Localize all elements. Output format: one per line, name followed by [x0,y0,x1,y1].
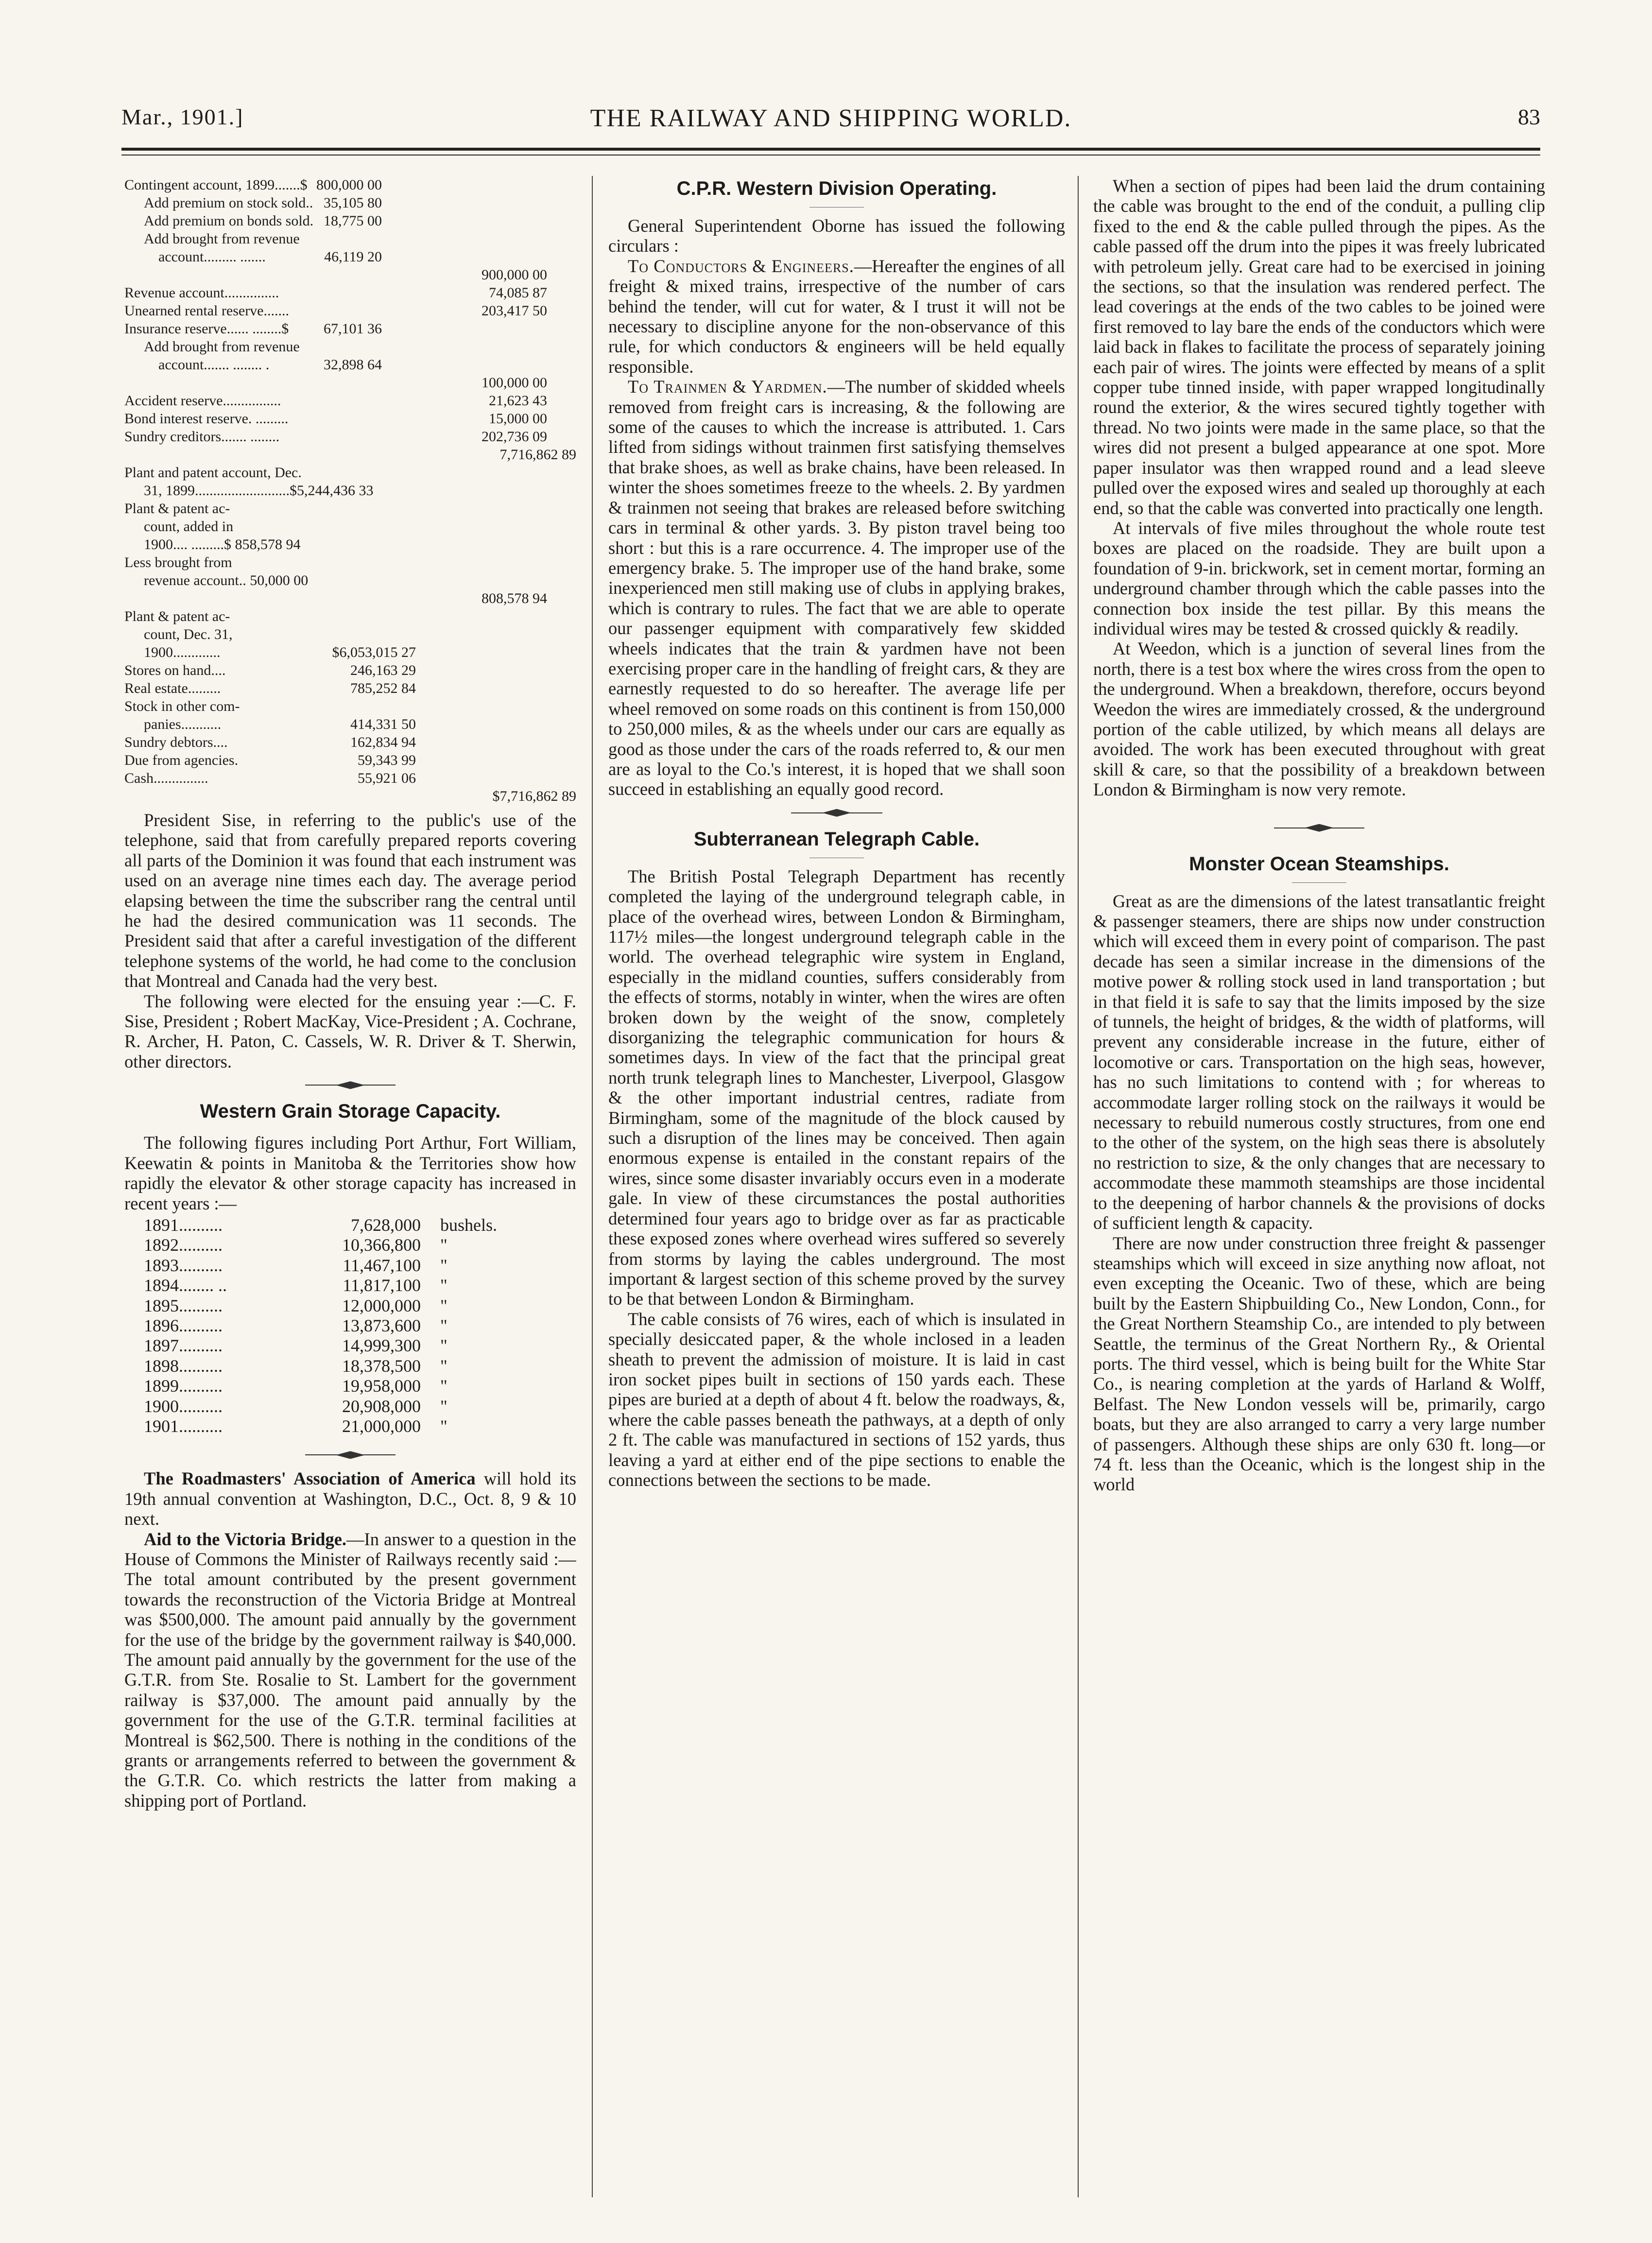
column-divider [592,176,593,2197]
grain-value: 19,958,000 [342,1376,421,1396]
grain-unit: " [440,1255,447,1275]
account-label: Contingent account, 1899.......$ [124,177,308,193]
grain-row [144,1256,576,1276]
grain-value: 21,000,000 [342,1416,421,1436]
account-row [124,661,576,679]
paragraph-weedon: At Weedon, which is a junction of several lines from the north, there is a test box where the wires cross from the open to the underground. When a breakdown, therefore, occurs beyond Weedon the wires are immediately crossed, & the underground portion of the cable utilized, by which means all delays are avoided. The work has been executed throughout with great skill & care, so that the possibility of a breakdown between London & Birmingham is now very remote. [1093,638,1545,800]
account-amount: 46,119 20 [324,249,382,265]
account-row [124,446,576,464]
grain-value: 18,378,500 [342,1356,421,1376]
account-row [124,374,576,392]
grain-unit: bushels. [440,1215,497,1235]
account-row [124,751,576,769]
grain-value: 14,999,300 [342,1336,421,1356]
account-row [124,230,576,248]
page-number: 83 [1518,104,1540,129]
section-divider [1093,814,1545,842]
account-amount: 785,252 84 [350,680,416,696]
grain-row [144,1276,576,1295]
account-label: Sundry debtors.... [124,734,228,750]
account-label: Stores on hand.... [124,662,226,678]
account-label: 1900............. [144,644,221,660]
account-row [124,643,576,661]
account-row [124,553,576,571]
account-amount: 59,343 99 [358,752,416,768]
journal-title: THE RAILWAY AND SHIPPING WORLD. [590,104,1072,132]
accounts-statement [124,176,576,805]
heading-dash [608,201,1065,216]
lead-conductors: To Conductors & Engineers. [628,256,854,276]
account-row [124,410,576,428]
account-row [124,428,576,446]
account-label: Add premium on bonds sold. [144,213,314,229]
account-label: Insurance reserve...... ........$ [124,321,289,337]
account-amount: 18,775 00 [324,213,382,229]
account-amount: 246,163 29 [350,662,416,678]
grain-row [144,1376,576,1396]
account-row [124,589,576,607]
account-row [124,320,576,338]
account-row [124,571,576,589]
grain-value: 20,908,000 [342,1396,421,1416]
grain-unit: " [440,1396,447,1416]
account-row [124,535,576,553]
account-label: Plant & patent ac- [124,500,230,517]
column-2 [608,176,1065,2236]
account-amount: 162,834 94 [350,734,416,750]
heading-western-grain: Western Grain Storage Capacity. [200,1101,501,1122]
header-rule-thick [121,148,1540,151]
account-label: Due from agencies. [124,752,239,768]
account-amount: 32,898 64 [324,357,382,373]
account-row [124,302,576,320]
paragraph-monster-2: There are now under construction three freight & passenger steamships which will exceed in size anything now afloat, not even excepting the Oceanic. Two of these, which are being built by the Eastern Shipbuilding Co., New London, Conn., for the Great Northern Steamship Co., are intended to ply between Seattle, the terminus of the Great Northern Ry., & Oriental ports. The third vessel, which is being built for the White Star Co., is nearing completion at the yards of Harland & Wolff, Belfast. The New London vessels will be, primarily, cargo boats, but they are also arranged to carry a very large number of passengers. Although these ships are only 630 ft. long—or 74 ft. less than the Oceanic, which is the longest ship in the world [1093,1233,1545,1495]
heading-subterranean-cable: Subterranean Telegraph Cable. [693,828,980,850]
account-amount: 67,101 36 [324,321,382,337]
account-label: 1900.... .........$ 858,578 94 [144,536,301,552]
account-amount: 15,000 00 [489,411,547,427]
account-amount: 202,736 09 [482,429,547,445]
column-1 [124,176,576,2236]
paragraph-victoria-bridge: —In answer to a question in the House of Commons the Minister of Railways recently said :—The total amount contributed by the present government towards the reconstruction of the Victoria Bridge at Montreal was $500,000. The amount paid annually by the government for the use of the bridge by the government railway is $40,000. The amount paid annually by the government for the use of the G.T.R. from Ste. Rosalie to St. Lambert for the government railway is $37,000. The amount paid annually by the government for the use of the G.T.R. terminal facilities at Montreal is $62,500. There is nothing in the conditions of the grants or arrangements referred to between the government & the G.T.R. Co. which restricts the latter from making a shipping port of Portland. [124,1529,576,1811]
account-row [124,194,576,212]
account-row [124,625,576,643]
paragraph-elected-directors: The following were elected for the ensuing year :—C. F. Sise, President ; Robert MacKay, Vice-President ; A. Cochrane, R. Archer, H. Paton, C. Cassels, W. R. Driver & T. Sherwin, other directors. [124,991,576,1071]
account-row [124,482,576,500]
paragraph-roadmasters: will hold its 19th annual convention at Washington, D.C., Oct. 8, 9 & 10 next. [124,1468,576,1529]
grain-value: 7,628,000 [351,1215,421,1235]
account-label: Stock in other com- [124,698,240,714]
account-row [124,733,576,751]
account-row [124,715,576,733]
account-label: 31, 1899..........................$5,244,436 33 [144,483,374,499]
account-label: account....... ........ . [158,357,270,373]
account-label: Unearned rental reserve....... [124,303,289,319]
account-amount: $6,053,015 27 [332,644,416,660]
grain-unit: " [440,1356,447,1376]
grain-row [144,1356,576,1376]
heading-dash [608,852,1065,866]
grain-value: 13,873,600 [342,1315,421,1335]
paragraph-trainmen: —The number of skidded wheels removed from freight cars is increasing, & the following are some of the causes to which the increase is attributed. 1. Cars lifted from sidings without trainmen first satisfying themselves that brake shoes, as well as brake chains, have been released. In winter the shoes sometimes freeze to the wheels. 2. By yardmen & trainmen not seeing that brakes are released before switching cars in terminal & other yards. 3. By piston travel being too short : but this is a rare occurrence. 4. The improper use of the emergency brake. 5. The improper use of the hand brake, some inexperienced men still making use of clubs in applying brakes, which is contrary to rules. The fact that we are able to operate our passenger equipment with comparatively few skidded wheels indicates that the train & yardmen have not been exercising proper care in the handling of freight cars, & they are earnestly requested to do so hereafter. The average life per wheel removed on some roads on this continent is from 150,000 to 250,000 miles, & as the wheels under our cars are equally as good as those under the cars of the roads referred to, & our men are as loyal to the Co.'s interest, it is hoped that we shall soon succeed in establishing an equally good record. [608,377,1065,799]
paragraph-grain-intro: The following figures including Port Arthur, Fort William, Keewatin & points in Manitoba & the Territories show how rapidly the elevator & other storage capacity has increased in recent years :— [124,1133,576,1213]
lead-trainmen: To Trainmen & Yardmen. [628,377,827,397]
paragraph-monster-1: Great as are the dimensions of the latest transatlantic freight & passenger steamers, there are ships now under construction which will exceed them in every point of comparison. The past decade has seen a similar increase in the dimensions of the motive power & rolling stock used in land transportation ; but in that field it is safe to say that the limits imposed by the size of tunnels, the height of bridges, & the width of platforms, will prevent any considerable increase in the future, either of locomotive or cars. Transportation on the high seas, however, has no such limitations to contend with ; for whereas to accommodate larger rolling stock on the railways it would be necessary to rebuild numerous costly structures, from one end to the other of the system, on the high seas there is absolutely no restriction to size, & the only changes that are necessary to accommodate these mammoth steamships are those incidental to the deepening of harbor channels & the provisions of docks of sufficient length & capacity. [1093,891,1545,1233]
grain-value: 10,366,800 [342,1235,421,1255]
account-row [124,356,576,374]
grain-year: 1899.......... [144,1376,223,1396]
account-row [124,284,576,302]
heading-monster-steamships: Monster Ocean Steamships. [1189,853,1449,875]
account-row [124,787,576,805]
grain-row [144,1215,576,1235]
section-divider [124,1071,576,1099]
account-row [124,338,576,356]
grain-row [144,1316,576,1336]
grain-row [144,1397,576,1416]
account-row [124,248,576,266]
paragraph-president-telephone: President Sise, in referring to the public's use of the telephone, said that from carefully prepared reports covering all parts of the Dominion it was found that each instrument was used on an average nine times each day. The average period elapsing between the time the subscriber rang the central until he had the desired communication was 11 seconds. The President said that after a careful investigation of the different telephone systems of the world, he had come to the conclusion that Montreal and Canada had the very best. [124,810,576,991]
account-amount: 808,578 94 [482,590,547,606]
grain-unit: " [440,1336,447,1356]
running-header [121,104,1540,143]
account-label: Cash............... [124,770,208,786]
account-row [124,464,576,482]
grain-year: 1897.......... [144,1336,223,1356]
column-divider [1078,176,1079,2197]
grain-year: 1900.......... [144,1396,223,1416]
account-amount: 35,105 80 [324,195,382,211]
account-label: Add brought from revenue [144,339,300,355]
account-amount: 21,623 43 [489,393,547,409]
account-label: Add premium on stock sold.. [144,195,313,211]
paragraph-cpr-intro: General Superintendent Oborne has issued the following circulars : [608,216,1065,256]
grain-row [144,1296,576,1316]
account-label: Add brought from revenue [144,231,300,247]
grain-year: 1894........ .. [144,1276,227,1295]
grain-unit: " [440,1276,447,1295]
account-label: Real estate......... [124,680,221,696]
grain-year: 1895.......... [144,1295,223,1315]
account-amount: 203,417 50 [482,303,547,319]
heading-cpr-western: C.P.R. Western Division Operating. [676,178,997,199]
grain-value: 11,467,100 [343,1255,421,1275]
heading-dash [1093,877,1545,891]
grain-unit: " [440,1376,447,1396]
grain-year: 1898.......... [144,1356,223,1376]
account-label: Sundry creditors....... ........ [124,429,280,445]
account-row [124,518,576,535]
account-row [124,176,576,194]
account-label: count, added in [144,518,234,535]
account-label: Plant and patent account, Dec. [124,465,302,481]
grain-row [144,1416,576,1436]
account-row [124,769,576,787]
account-amount: 100,000 00 [482,375,547,391]
grain-year: 1896.......... [144,1315,223,1335]
grain-year: 1893.......... [144,1255,223,1275]
account-label: Bond interest reserve. ......... [124,411,289,427]
account-row [124,266,576,284]
section-divider [124,1441,576,1468]
paragraph-cable-2: The cable consists of 76 wires, each of which is insulated in specially desiccated paper, & the whole inclosed in a leaden sheath to prevent the admission of moisture. It is laid in cast iron socket pipes built in sections of 150 yards each. These pipes are buried at a depth of about 4 ft. below the roadways, &, where the cable passes beneath the pathways, at a depth of only 2 ft. The cable was manufactured in sections of 152 yards, thus leaving a yard at either end of the pipe sections to enable the connections between the sections to be made. [608,1309,1065,1490]
grain-unit: " [440,1295,447,1315]
account-label: account......... ....... [158,249,266,265]
paragraph-conductors: —Hereafter the engines of all freight & mixed trains, irrespective of the number of cars behind the tender, will cut for water, & I trust it will not be necessary to discipline anyone for the non-observance of this rule, for which conductors & engineers will be held equally responsible. [608,256,1065,377]
account-amount: 7,716,862 89 [499,447,576,463]
account-row [124,212,576,230]
account-label: count, Dec. 31, [144,626,233,642]
account-amount: 900,000 00 [482,267,547,283]
account-amount: 800,000 00 [316,177,382,193]
grain-value: 11,817,100 [343,1276,421,1295]
lead-victoria-bridge: Aid to the Victoria Bridge. [144,1529,347,1549]
grain-unit: " [440,1315,447,1335]
account-row [124,607,576,625]
column-3 [1093,176,1545,2236]
account-row [124,392,576,410]
paragraph-pipes: When a section of pipes had been laid the drum containing the cable was brought to the end of the conduit, a pulling clip fixed to the end & the cable pulled through the pipes. As the cable passed off the drum into the pipes it was freely lubricated with petroleum jelly. Great care had to be exercised in joining the sections, so that the insulation was rendered perfect. The lead coverings at the ends of the two cables to be joined were first removed to lay bare the ends of the conductors which were laid back in flakes to facilitate the process of separately joining each pair of wires. The joints were effected by means of a split copper tube tinned inside, with paper wrapped longitudinally round the exterior, & the wires secured tightly together with thread. No two joints were made in the same place, so that the wires did not present a bulged appearance at one spot. More paper insulator was then wrapped round and a lead sleeve pulled over the exposed wires and sealed up thoroughly at each end, so that the cable was converted into practically one length. [1093,176,1545,518]
grain-row [144,1235,576,1255]
account-row [124,500,576,518]
account-amount: 414,331 50 [350,716,416,732]
grain-year: 1892.......... [144,1235,223,1255]
account-row [124,697,576,715]
account-label: Plant & patent ac- [124,608,230,624]
account-label: Accident reserve................ [124,393,281,409]
grain-row [144,1336,576,1356]
account-amount: 74,085 87 [489,285,547,301]
grain-year: 1901.......... [144,1416,223,1436]
paragraph-cable-1: The British Postal Telegraph Department has recently completed the laying of the underground telegraph cable, in place of the overhead wires, between London & Birmingham, 117½ miles—the longest underground telegraph cable in the world. The overhead telegraphic wire system in England, especially in the midland counties, suffers considerably from the effects of storms, notably in winter, when the wires are often broken down by the weight of the snow, completely disorganizing the telegraphic communication for hours & sometimes days. In view of the fact that the principal great north trunk telegraph lines to Manchester, Liverpool, Glasgow & the other important industrial centres, radiate from Birmingham, some of the magnitude of the block caused by such a disruption of the lines may be conceived. Then again enormous expense is entailed in the constant repairs of the wires, since some disaster invariably occurs even in a moderate gale. In view of these circumstances the postal authorities determined four years ago to bridge over as far as practicable these exposed zones where overhead wires suffered so severely from storms by laying the cables underground. The most important & largest section of this scheme proved by the survey to be that between London & Birmingham. [608,866,1065,1309]
account-amount: 55,921 06 [358,770,416,786]
account-row [124,679,576,697]
grain-unit: " [440,1235,447,1255]
issue-date: Mar., 1901.] [121,104,244,129]
account-label: revenue account.. 50,000 00 [144,572,309,588]
lead-roadmasters: The Roadmasters' Association of America [144,1468,476,1489]
grain-value: 12,000,000 [342,1295,421,1315]
account-label: panies........... [144,716,222,732]
section-divider [608,799,1065,827]
account-amount: $7,716,862 89 [492,788,576,804]
grain-capacity-table [144,1215,576,1436]
account-label: Revenue account............... [124,285,279,301]
account-label: Less brought from [124,554,232,570]
paragraph-intervals: At intervals of five miles throughout the whole route test boxes are placed on the roadside. They are built upon a foundation of 9-in. brickwork, set in cement mortar, forming an underground chamber through which the cable passes into the connection box inside the test pillar. By this means the individual wires may be tested & crossed quickly & readily. [1093,518,1545,638]
grain-unit: " [440,1416,447,1436]
grain-year: 1891.......... [144,1215,223,1235]
